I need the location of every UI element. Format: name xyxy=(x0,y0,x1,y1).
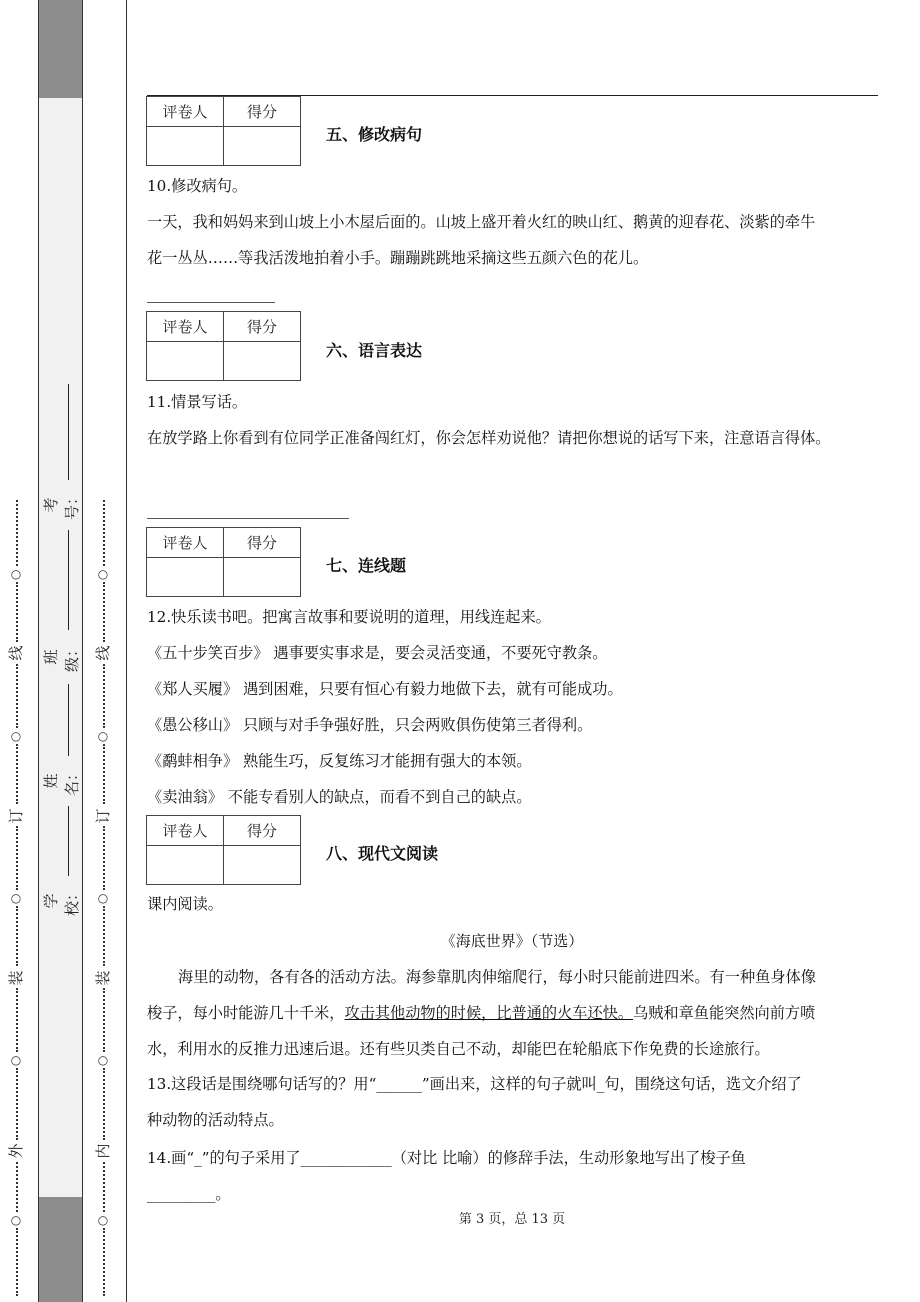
score-label: 得分 xyxy=(224,97,301,127)
score-label: 得分 xyxy=(224,528,301,558)
outer-char-ding: 订 xyxy=(7,808,25,824)
question-13: 13.这段话是围绕哪句话写的？用“______”画出来，这样的句子就叫_句，围绕这句话，选文介绍了 xyxy=(147,1075,802,1093)
exam-no-label: 考号： xyxy=(42,489,81,520)
exam-no-field[interactable] xyxy=(42,484,81,524)
page-footer: 第 3 页，总 13 页 xyxy=(458,1212,566,1227)
reviewer-cell[interactable] xyxy=(147,342,224,381)
question-13-cont: 种动物的活动特点。 xyxy=(147,1111,284,1129)
question-12: 12.快乐读书吧。把寓言故事和要说明的道理，用线连起来。 xyxy=(147,608,551,626)
match-item: 《郑人买履》 遇到困难，只要有恒心有毅力地做下去，就有可能成功。 xyxy=(147,680,623,698)
question-11: 11.情景写话。 xyxy=(147,393,248,411)
reviewer-label: 评卷人 xyxy=(147,528,224,558)
school-label: 学校： xyxy=(42,885,81,916)
question-14-cont: _________。 xyxy=(147,1185,231,1203)
outer-char-zhuang: 装 xyxy=(7,970,25,986)
section-title: 六、语言表达 xyxy=(326,341,423,360)
inner-char-nei: 内 xyxy=(94,1143,112,1159)
reviewer-cell[interactable] xyxy=(147,127,224,166)
score-box xyxy=(146,527,301,597)
student-info-column xyxy=(42,0,81,1302)
section-title: 八、现代文阅读 xyxy=(326,844,439,863)
sentence-line: 花一丛丛……等我活泼地拍着小手。蹦蹦跳跳地采摘这些五颜六色的花儿。 xyxy=(147,249,649,267)
answer-line[interactable] xyxy=(147,518,349,519)
score-box xyxy=(146,96,301,166)
match-item: 《愚公移山》 只顾与对手争强好胜，只会两败俱伤使第三者得利。 xyxy=(147,716,593,734)
outer-cut-line: ○ 线 ○ 订 ○ 装 ○ 外 ○ xyxy=(7,0,27,1302)
name-label: 姓名： xyxy=(42,765,81,796)
binding-rule xyxy=(38,0,39,1302)
passage-line: 水，利用水的反推力迅速后退。还有些贝类自己不动，却能巴在轮船底下作免费的长途旅行。 xyxy=(147,1040,770,1058)
score-cell[interactable] xyxy=(224,558,301,597)
reading-intro: 课内阅读。 xyxy=(147,895,223,913)
underlined-sentence: 攻击其他动物的时候，比普通的火车还快。 xyxy=(344,1004,633,1022)
match-item: 《五十步笑百步》 遇事要实事求是，要会灵活变通，不要死守教条。 xyxy=(147,644,608,662)
score-cell[interactable] xyxy=(224,846,301,885)
match-item: 《卖油翁》 不能专看别人的缺点，而看不到自己的缺点。 xyxy=(147,788,532,806)
passage-line: 海里的动物，各有各的活动方法。海参靠肌肉伸缩爬行，每小时只能前进四米。有一种鱼身体像 xyxy=(178,968,816,986)
binding-rule xyxy=(126,0,127,1302)
score-label: 得分 xyxy=(224,312,301,342)
question-14: 14.画“_”的句子采用了____________（对比 比喻）的修辞手法，生动形象地写出了梭子鱼 xyxy=(147,1149,746,1167)
match-item: 《鹬蚌相争》 熟能生巧，反复练习才能拥有强大的本领。 xyxy=(147,752,532,770)
inner-char-line: 线 xyxy=(94,645,112,661)
prompt-line: 在放学路上你看到有位同学正准备闯红灯，你会怎样劝说他？请把你想说的话写下来，注意语言得体。 xyxy=(147,429,831,447)
score-label: 得分 xyxy=(224,816,301,846)
reviewer-label: 评卷人 xyxy=(147,312,224,342)
question-10: 10.修改病句。 xyxy=(147,177,248,195)
reviewer-label: 评卷人 xyxy=(147,97,224,127)
score-box xyxy=(146,815,301,885)
score-box xyxy=(146,311,301,381)
score-cell[interactable] xyxy=(224,127,301,166)
score-cell[interactable] xyxy=(224,342,301,381)
inner-char-ding: 订 xyxy=(94,808,112,824)
class-label: 班级： xyxy=(42,641,81,672)
school-field[interactable] xyxy=(42,880,81,920)
section-title: 五、修改病句 xyxy=(326,125,423,144)
section-title: 七、连线题 xyxy=(326,556,407,575)
reviewer-cell[interactable] xyxy=(147,846,224,885)
binding-rule xyxy=(82,0,83,1302)
passage-title: 《海底世界》（节选） xyxy=(440,932,584,950)
outer-char-wai: 外 xyxy=(7,1143,25,1159)
binding-margin xyxy=(0,0,126,1302)
inner-cut-line: ○ 线 ○ 订 ○ 装 ○ 内 ○ xyxy=(94,0,114,1302)
name-field[interactable] xyxy=(42,760,81,800)
answer-line[interactable] xyxy=(147,302,275,303)
inner-char-zhuang: 装 xyxy=(94,970,112,986)
sentence-line: 一天，我和妈妈来到山坡上小木屋后面的。山坡上盛开着火红的映山红、鹅黄的迎春花、淡紫的牵牛 xyxy=(147,213,816,231)
reviewer-label: 评卷人 xyxy=(147,816,224,846)
class-field[interactable] xyxy=(42,636,81,676)
passage-line: 梭子，每小时能游几十千米，攻击其他动物的时候，比普通的火车还快。乌贼和章鱼能突然向前方喷 xyxy=(147,1004,816,1022)
reviewer-cell[interactable] xyxy=(147,558,224,597)
outer-char-line: 线 xyxy=(7,645,25,661)
